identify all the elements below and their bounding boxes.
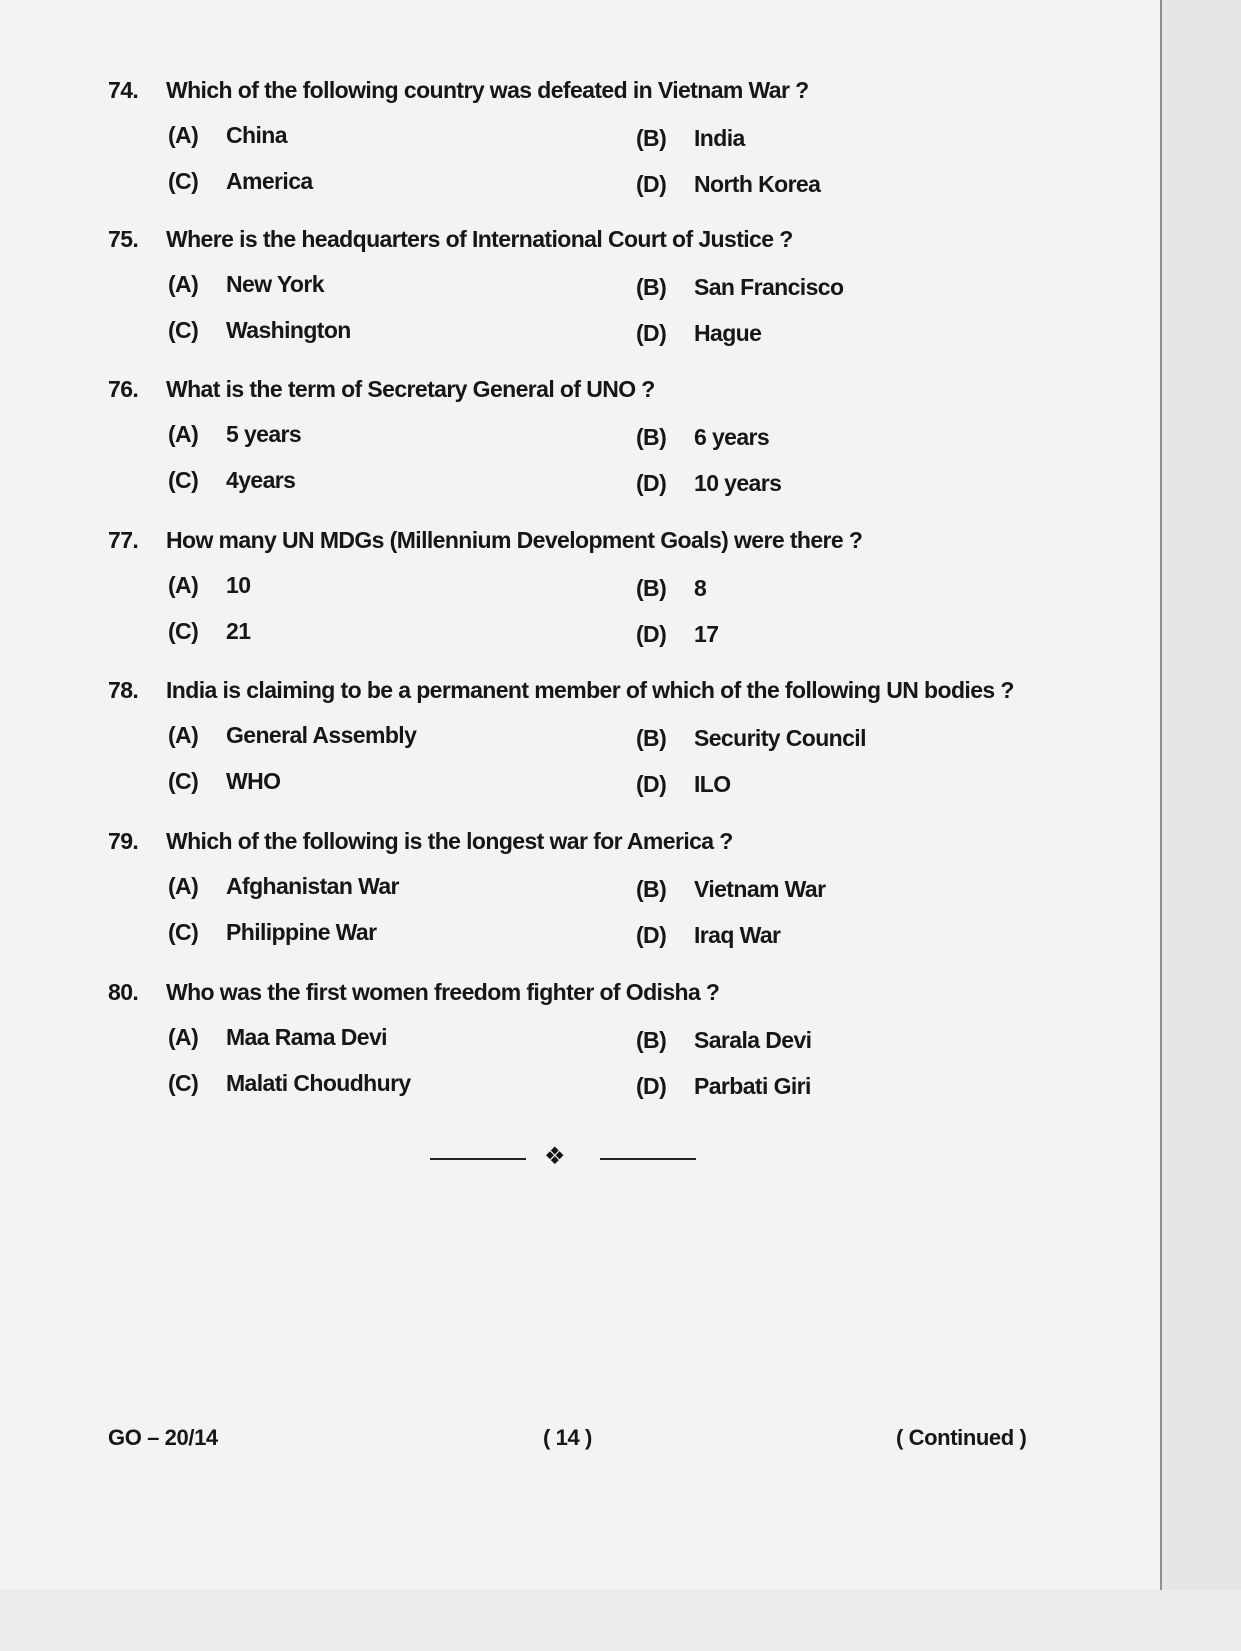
question-number: 76. bbox=[108, 376, 139, 402]
option-76-d[interactable] bbox=[636, 469, 781, 497]
option-80-b[interactable] bbox=[636, 1026, 811, 1054]
option-text: 10 years bbox=[694, 470, 782, 496]
option-text: 8 bbox=[694, 575, 707, 601]
option-text: 10 bbox=[226, 572, 251, 598]
option-text: Sarala Devi bbox=[694, 1027, 812, 1053]
option-key: (C) bbox=[168, 1070, 199, 1096]
option-text: New York bbox=[226, 271, 324, 297]
option-74-c[interactable] bbox=[168, 167, 313, 195]
option-77-d[interactable] bbox=[636, 620, 718, 648]
option-text: 6 years bbox=[694, 424, 770, 450]
option-77-a[interactable] bbox=[168, 571, 250, 599]
question-number: 77. bbox=[108, 527, 139, 553]
option-text: India bbox=[694, 125, 745, 151]
option-key: (C) bbox=[168, 768, 199, 794]
option-text: Maa Rama Devi bbox=[226, 1024, 387, 1050]
option-key: (B) bbox=[636, 725, 667, 751]
question-80 bbox=[108, 978, 1068, 1006]
option-77-c[interactable] bbox=[168, 617, 250, 645]
option-text: Parbati Giri bbox=[694, 1073, 811, 1099]
option-key: (A) bbox=[168, 572, 199, 598]
option-76-b[interactable] bbox=[636, 423, 769, 451]
option-key: (A) bbox=[168, 1024, 199, 1050]
option-text: General Assembly bbox=[226, 722, 417, 748]
option-text: San Francisco bbox=[694, 274, 844, 300]
option-75-b[interactable] bbox=[636, 273, 843, 301]
option-74-b[interactable] bbox=[636, 124, 745, 152]
option-80-a[interactable] bbox=[168, 1023, 387, 1051]
option-text: Security Council bbox=[694, 725, 866, 751]
option-79-b[interactable] bbox=[636, 875, 825, 903]
end-rule-right bbox=[600, 1158, 696, 1160]
option-key: (C) bbox=[168, 317, 199, 343]
question-text: Where is the headquarters of International Court of Justice ? bbox=[166, 226, 793, 252]
option-key: (D) bbox=[636, 470, 667, 496]
question-78 bbox=[108, 676, 1068, 704]
option-text: 21 bbox=[226, 618, 251, 644]
section-end-mark bbox=[430, 1145, 700, 1169]
option-text: 17 bbox=[694, 621, 719, 647]
option-key: (D) bbox=[636, 1073, 667, 1099]
option-78-a[interactable] bbox=[168, 721, 416, 749]
question-number: 80. bbox=[108, 979, 139, 1005]
option-key: (B) bbox=[636, 876, 667, 902]
option-text: 4years bbox=[226, 467, 296, 493]
option-text: ILO bbox=[694, 771, 731, 797]
question-76 bbox=[108, 375, 1068, 403]
option-text: Philippine War bbox=[226, 919, 377, 945]
option-78-c[interactable] bbox=[168, 767, 280, 795]
option-text: Washington bbox=[226, 317, 351, 343]
option-80-c[interactable] bbox=[168, 1069, 411, 1097]
option-77-b[interactable] bbox=[636, 574, 706, 602]
question-77 bbox=[108, 526, 1068, 554]
option-key: (B) bbox=[636, 125, 667, 151]
option-76-a[interactable] bbox=[168, 420, 301, 448]
option-text: 5 years bbox=[226, 421, 302, 447]
option-key: (A) bbox=[168, 122, 199, 148]
option-78-d[interactable] bbox=[636, 770, 731, 798]
question-number: 75. bbox=[108, 226, 139, 252]
diamond-ornament-icon: ❖ bbox=[544, 1143, 566, 1170]
option-74-d[interactable] bbox=[636, 170, 820, 198]
option-78-b[interactable] bbox=[636, 724, 866, 752]
option-key: (B) bbox=[636, 575, 667, 601]
option-key: (D) bbox=[636, 171, 667, 197]
option-key: (C) bbox=[168, 919, 199, 945]
option-75-a[interactable] bbox=[168, 270, 324, 298]
option-key: (A) bbox=[168, 873, 199, 899]
option-text: China bbox=[226, 122, 287, 148]
option-74-a[interactable] bbox=[168, 121, 287, 149]
question-text: Who was the first women freedom fighter of Odisha ? bbox=[166, 979, 720, 1005]
option-key: (D) bbox=[636, 621, 667, 647]
question-79 bbox=[108, 827, 1068, 855]
question-number: 78. bbox=[108, 677, 139, 703]
option-key: (D) bbox=[636, 771, 667, 797]
question-74 bbox=[108, 76, 1068, 104]
option-key: (A) bbox=[168, 421, 199, 447]
option-text: North Korea bbox=[694, 171, 821, 197]
paper-code: GO – 20/14 bbox=[108, 1425, 218, 1450]
option-text: Malati Choudhury bbox=[226, 1070, 411, 1096]
continued-note: ( Continued ) bbox=[896, 1425, 1027, 1450]
option-key: (C) bbox=[168, 618, 199, 644]
option-key: (D) bbox=[636, 320, 667, 346]
option-key: (B) bbox=[636, 274, 667, 300]
bottom-margin bbox=[0, 1590, 1241, 1651]
option-key: (C) bbox=[168, 168, 199, 194]
option-key: (B) bbox=[636, 1027, 667, 1053]
option-key: (A) bbox=[168, 271, 199, 297]
question-text: Which of the following is the longest war for America ? bbox=[166, 828, 733, 854]
question-text: Which of the following country was defeated in Vietnam War ? bbox=[166, 77, 809, 103]
question-text: How many UN MDGs (Millennium Development Goals) were there ? bbox=[166, 527, 863, 553]
option-key: (B) bbox=[636, 424, 667, 450]
option-79-c[interactable] bbox=[168, 918, 376, 946]
option-79-d[interactable] bbox=[636, 921, 780, 949]
option-text: Vietnam War bbox=[694, 876, 826, 902]
option-76-c[interactable] bbox=[168, 466, 295, 494]
option-75-d[interactable] bbox=[636, 319, 761, 347]
question-text: What is the term of Secretary General of UNO ? bbox=[166, 376, 655, 402]
option-79-a[interactable] bbox=[168, 872, 399, 900]
question-text: India is claiming to be a permanent member of which of the following UN bodies ? bbox=[166, 677, 1014, 703]
page-shadow bbox=[1162, 0, 1241, 1651]
option-text: Iraq War bbox=[694, 922, 781, 948]
question-75 bbox=[108, 225, 1068, 253]
option-text: WHO bbox=[226, 768, 281, 794]
option-text: Hague bbox=[694, 320, 762, 346]
page-edge bbox=[1160, 0, 1162, 1651]
question-number: 79. bbox=[108, 828, 139, 854]
option-75-c[interactable] bbox=[168, 316, 351, 344]
end-rule-left bbox=[430, 1158, 526, 1160]
option-80-d[interactable] bbox=[636, 1072, 811, 1100]
page-number: ( 14 ) bbox=[543, 1425, 592, 1450]
option-text: Afghanistan War bbox=[226, 873, 399, 899]
option-key: (C) bbox=[168, 467, 199, 493]
option-key: (A) bbox=[168, 722, 199, 748]
question-number: 74. bbox=[108, 77, 139, 103]
option-key: (D) bbox=[636, 922, 667, 948]
option-text: America bbox=[226, 168, 313, 194]
